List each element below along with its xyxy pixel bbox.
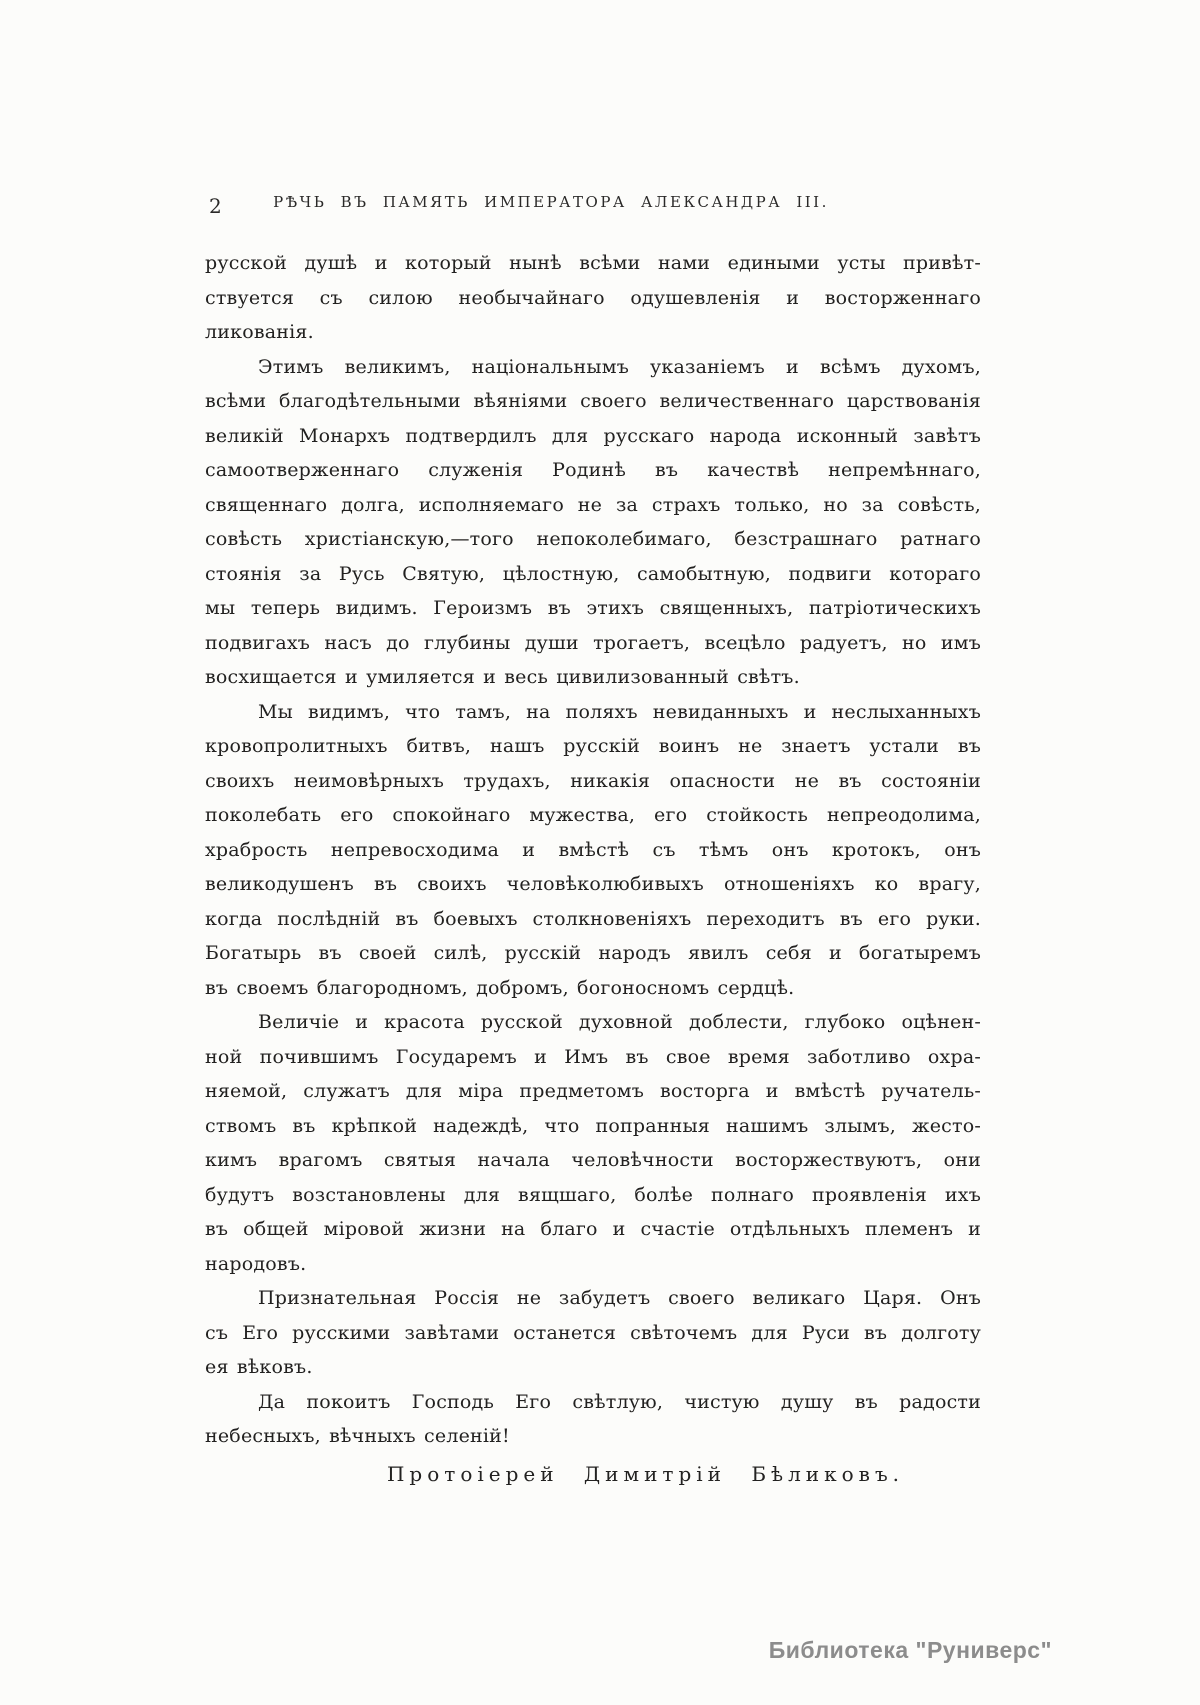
text-line: няемой, служатъ для міра предметомъ восторга и вмѣстѣ ручатель-	[205, 1080, 981, 1102]
text-block	[205, 193, 981, 1491]
text-line: въ общей міровой жизни на благо и счастіе отдѣльныхъ племенъ и	[205, 1218, 981, 1240]
text-line: Да покоитъ Господь Его свѣтлую, чистую душу въ радости	[258, 1390, 981, 1413]
text-line: совѣсть христіанскую,—того непоколебимаго, безстрашнаго ратнаго	[205, 528, 981, 550]
text-line: Мы видимъ, что тамъ, на поляхъ невиданныхъ и неслыханныхъ	[258, 700, 981, 723]
text-line: когда послѣдній въ боевыхъ столкновеніяхъ переходитъ въ его руки.	[205, 907, 981, 930]
page-number: 2	[209, 194, 222, 218]
text-line: ствуется съ силою необычайнаго одушевленія и восторженнаго	[205, 286, 981, 309]
text-line: великодушенъ въ своихъ человѣколюбивыхъ отношеніяхъ ко врагу,	[205, 873, 981, 895]
author-signature: Протоіерей Димитрій Бѣликовъ.	[386, 1461, 905, 1486]
text-line: народовъ.	[205, 1252, 307, 1275]
text-line: восхищается и умиляется и весь цивилизованный свѣтъ.	[205, 666, 800, 688]
running-header-title: РѢЧЬ ВЪ ПАМЯТЬ ИМПЕРАТОРА АЛЕКСАНДРА III.	[273, 193, 829, 211]
text-line: всѣми благодѣтельными вѣяніями своего величественнаго царствованія	[205, 390, 981, 412]
text-line: въ своемъ благородномъ, добромъ, богоносномъ сердцѣ.	[205, 976, 795, 999]
text-line: великій Монархъ подтвердилъ для русскаго народа исконный завѣтъ	[205, 424, 981, 447]
text-line: русской душѣ и который нынѣ всѣми нами едиными усты привѣт-	[205, 252, 981, 274]
text-line: ствомъ въ крѣпкой надеждѣ, что попранныя нашимъ злымъ, жесто-	[205, 1114, 981, 1137]
library-watermark: Библиотека "Руниверс"	[768, 1637, 1052, 1663]
text-line: Богатырь въ своей силѣ, русскій народъ явилъ себя и богатыремъ	[205, 942, 981, 964]
text-line: кровопролитныхъ битвъ, нашъ русскій воинъ не знаетъ устали въ	[205, 735, 981, 757]
running-header	[205, 193, 981, 223]
text-line: Этимъ великимъ, національнымъ указаніемъ и всѣмъ духомъ,	[258, 355, 981, 378]
text-line: своихъ неимовѣрныхъ трудахъ, никакія опасности не въ состояніи	[205, 769, 981, 792]
text-line: ея вѣковъ.	[205, 1356, 313, 1378]
text-line: самоотверженнаго служенія Родинѣ въ качествѣ непремѣннаго,	[205, 459, 981, 481]
text-line: ликованія.	[205, 321, 314, 343]
text-line: будутъ возстановлены для вящшаго, болѣе полнаго проявленія ихъ	[205, 1183, 981, 1206]
text-line: храбрость непревосходима и вмѣстѣ съ тѣмъ онъ кротокъ, онъ	[205, 838, 981, 861]
text-line: Величіе и красота русской духовной доблести, глубоко оцѣнен-	[258, 1011, 981, 1033]
text-line: кимъ врагомъ святыя начала человѣчности восторжествуютъ, они	[205, 1149, 981, 1171]
text-line: стоянія за Русь Святую, цѣлостную, самобытную, подвиги котораго	[205, 562, 981, 585]
text-line: Признательная Россія не забудетъ своего великаго Царя. Онъ	[258, 1287, 981, 1309]
text-line: съ Его русскими завѣтами останется свѣточемъ для Руси въ долготу	[205, 1321, 981, 1344]
text-line: поколебать его спокойнаго мужества, его стойкость непреодолима,	[205, 804, 981, 826]
text-line: мы теперь видимъ. Героизмъ въ этихъ священныхъ, патріотическихъ	[205, 597, 981, 619]
text-line: подвигахъ насъ до глубины души трогаетъ, всецѣло радуетъ, но имъ	[205, 631, 981, 654]
text-body	[205, 246, 981, 1454]
text-line: священнаго долга, исполняемаго не за страхъ только, но за совѣсть,	[205, 493, 981, 516]
text-line: небесныхъ, вѣчныхъ селеній!	[205, 1425, 510, 1447]
text-line: ной почившимъ Государемъ и Имъ въ свое время заботливо охра-	[205, 1045, 981, 1068]
